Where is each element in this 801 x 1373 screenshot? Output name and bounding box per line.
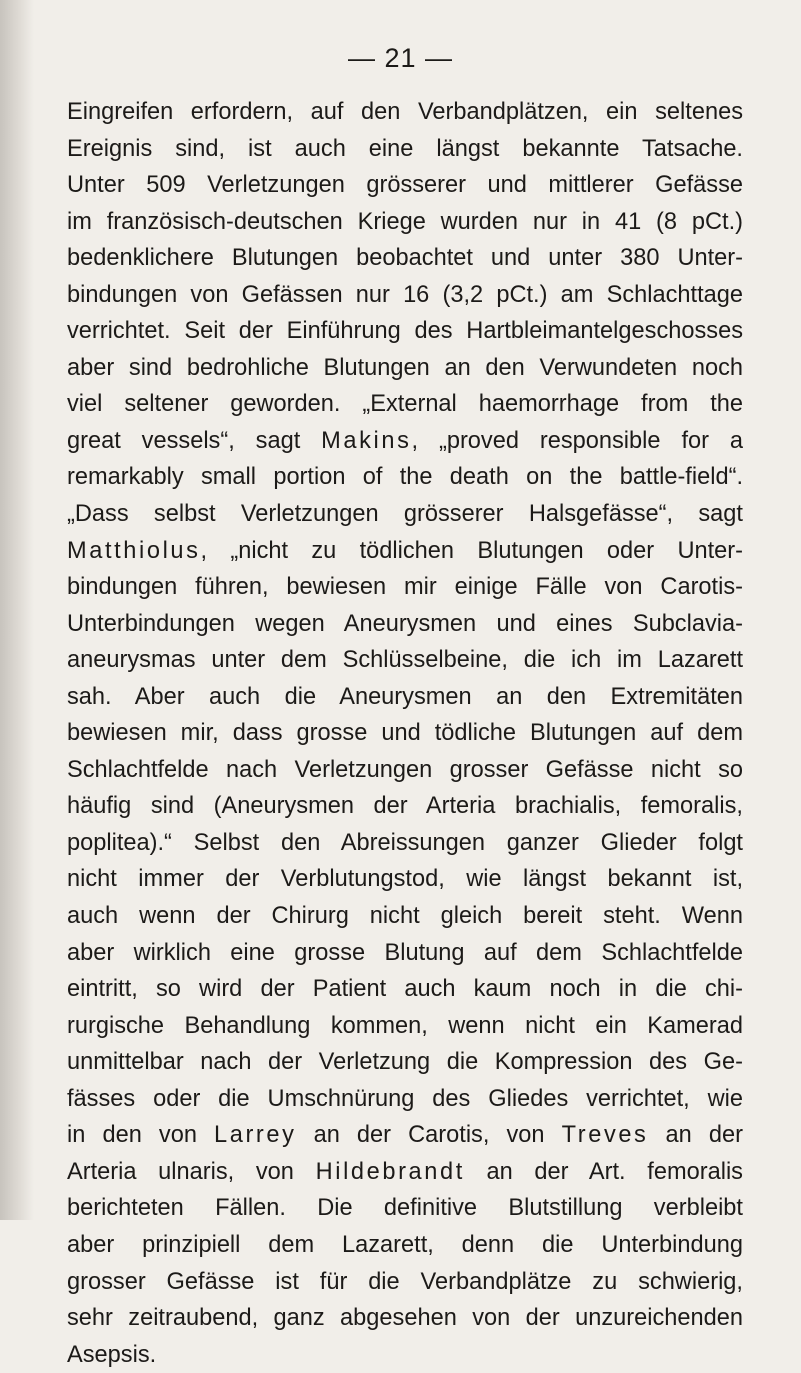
text-line bbox=[67, 642, 743, 679]
emphasized-name: Hildebrandt bbox=[315, 1158, 465, 1185]
line-text: nicht immer der Verblutungstod, wie längst bekannt ist, bbox=[67, 866, 743, 893]
text-line bbox=[67, 1190, 743, 1227]
line-text: sehr zeitraubend, ganz abgesehen von der unzureichenden bbox=[67, 1305, 743, 1332]
text-line bbox=[67, 1264, 743, 1301]
text-line bbox=[67, 1154, 743, 1191]
text-line bbox=[67, 606, 743, 643]
text-line bbox=[67, 533, 743, 570]
text-line bbox=[67, 935, 743, 972]
page-number: — 21 — bbox=[347, 43, 454, 73]
line-text: an der bbox=[648, 1122, 743, 1149]
line-text: sah. Aber auch die Aneurysmen an den Extremitäten bbox=[67, 683, 743, 710]
line-text: aber prinzipiell dem Lazarett, denn die Unterbindung bbox=[67, 1231, 743, 1258]
text-line bbox=[67, 459, 743, 496]
line-text: bindungen von Gefässen nur 16 (3,2 pCt.) am Schlachttage bbox=[67, 281, 743, 308]
line-text: poplitea).“ Selbst den Abreissungen ganzer Glieder folgt bbox=[67, 829, 743, 856]
line-text: , „nicht zu tödlichen Blutungen oder Unter- bbox=[200, 537, 743, 564]
line-text: in den von bbox=[67, 1122, 215, 1149]
line-text: grosser Gefässe ist für die Verbandplätze zu schwierig, bbox=[67, 1268, 743, 1295]
line-text: unmittelbar nach der Verletzung die Kompression des Ge- bbox=[67, 1049, 743, 1076]
text-line bbox=[67, 167, 743, 204]
line-text: aneurysmas unter dem Schlüsselbeine, die ich im Lazarett bbox=[67, 647, 743, 674]
line-text: bindungen führen, bewiesen mir einige Fälle von Carotis- bbox=[67, 574, 743, 601]
text-line bbox=[67, 277, 743, 314]
line-text: viel seltener geworden. „External haemorrhage from the bbox=[67, 391, 743, 418]
text-line bbox=[67, 240, 743, 277]
text-line bbox=[67, 313, 743, 350]
body-text bbox=[67, 94, 743, 1373]
text-line bbox=[67, 1300, 743, 1337]
text-line bbox=[67, 1081, 743, 1118]
text-line bbox=[67, 94, 743, 131]
line-text: Ereignis sind, ist auch eine längst bekannte Tatsache. bbox=[67, 135, 743, 162]
text-line bbox=[67, 752, 743, 789]
text-line bbox=[67, 971, 743, 1008]
line-text: an der Art. femoralis bbox=[464, 1158, 743, 1185]
line-text: Schlachtfelde nach Verletzungen grosser Gefässe nicht so bbox=[67, 756, 743, 783]
text-line bbox=[67, 861, 743, 898]
line-text: im französisch-deutschen Kriege wurden nur in 41 (8 pCt.) bbox=[67, 208, 743, 235]
line-text: remarkably small portion of the death on the battle-field“. bbox=[67, 464, 743, 491]
line-text: Unterbindungen wegen Aneurysmen und eines Subclavia- bbox=[67, 610, 743, 637]
text-line bbox=[67, 1227, 743, 1264]
text-line bbox=[67, 386, 743, 423]
text-line bbox=[67, 1337, 743, 1373]
page-gutter-shadow bbox=[0, 0, 34, 1220]
text-line bbox=[67, 423, 743, 460]
text-line bbox=[67, 825, 743, 862]
text-line bbox=[67, 1044, 743, 1081]
line-text: Unter 509 Verletzungen grösserer und mittlerer Gefässe bbox=[67, 172, 743, 199]
emphasized-name: Treves bbox=[561, 1122, 649, 1149]
line-text: aber sind bedrohliche Blutungen an den Verwundeten noch bbox=[67, 354, 743, 381]
emphasized-name: Makins bbox=[321, 427, 412, 454]
emphasized-name: Larrey bbox=[214, 1122, 297, 1149]
text-line bbox=[67, 679, 743, 716]
line-text: Arteria ulnaris, von bbox=[67, 1158, 316, 1185]
text-line bbox=[67, 204, 743, 241]
line-text: auch wenn der Chirurg nicht gleich bereit steht. Wenn bbox=[67, 903, 743, 930]
line-text: bewiesen mir, dass grosse und tödliche Blutungen auf dem bbox=[67, 720, 743, 747]
emphasized-name: Matthiolus bbox=[67, 537, 201, 564]
text-line bbox=[67, 1117, 743, 1154]
line-text: eintritt, so wird der Patient auch kaum noch in die chi- bbox=[67, 976, 743, 1003]
line-text: verrichtet. Seit der Einführung des Hartbleimantelgeschosses bbox=[67, 318, 743, 345]
line-text: rurgische Behandlung kommen, wenn nicht ein Kamerad bbox=[67, 1012, 743, 1039]
line-text: great vessels“, sagt bbox=[67, 427, 322, 454]
line-text: an der Carotis, von bbox=[296, 1122, 562, 1149]
text-line bbox=[67, 788, 743, 825]
line-text: aber wirklich eine grosse Blutung auf dem Schlachtfelde bbox=[67, 939, 743, 966]
text-line bbox=[67, 131, 743, 168]
line-text: , „proved responsible for a bbox=[411, 427, 744, 454]
text-line bbox=[67, 496, 743, 533]
text-line bbox=[67, 1008, 743, 1045]
text-line bbox=[67, 715, 743, 752]
line-text: häufig sind (Aneurysmen der Arteria brachialis, femoralis, bbox=[67, 793, 743, 820]
text-line bbox=[67, 898, 743, 935]
line-text: berichteten Fällen. Die definitive Blutstillung verbleibt bbox=[67, 1195, 743, 1222]
text-line bbox=[67, 569, 743, 606]
line-text: bedenklichere Blutungen beobachtet und unter 380 Unter- bbox=[67, 245, 743, 272]
line-text: Asepsis. bbox=[67, 1341, 157, 1368]
text-line bbox=[67, 350, 743, 387]
line-text: fässes oder die Umschnürung des Gliedes verrichtet, wie bbox=[67, 1085, 743, 1112]
line-text: Eingreifen erfordern, auf den Verbandplätzen, ein seltenes bbox=[67, 99, 743, 125]
line-text: „Dass selbst Verletzungen grösserer Halsgefässe“, sagt bbox=[67, 501, 743, 528]
